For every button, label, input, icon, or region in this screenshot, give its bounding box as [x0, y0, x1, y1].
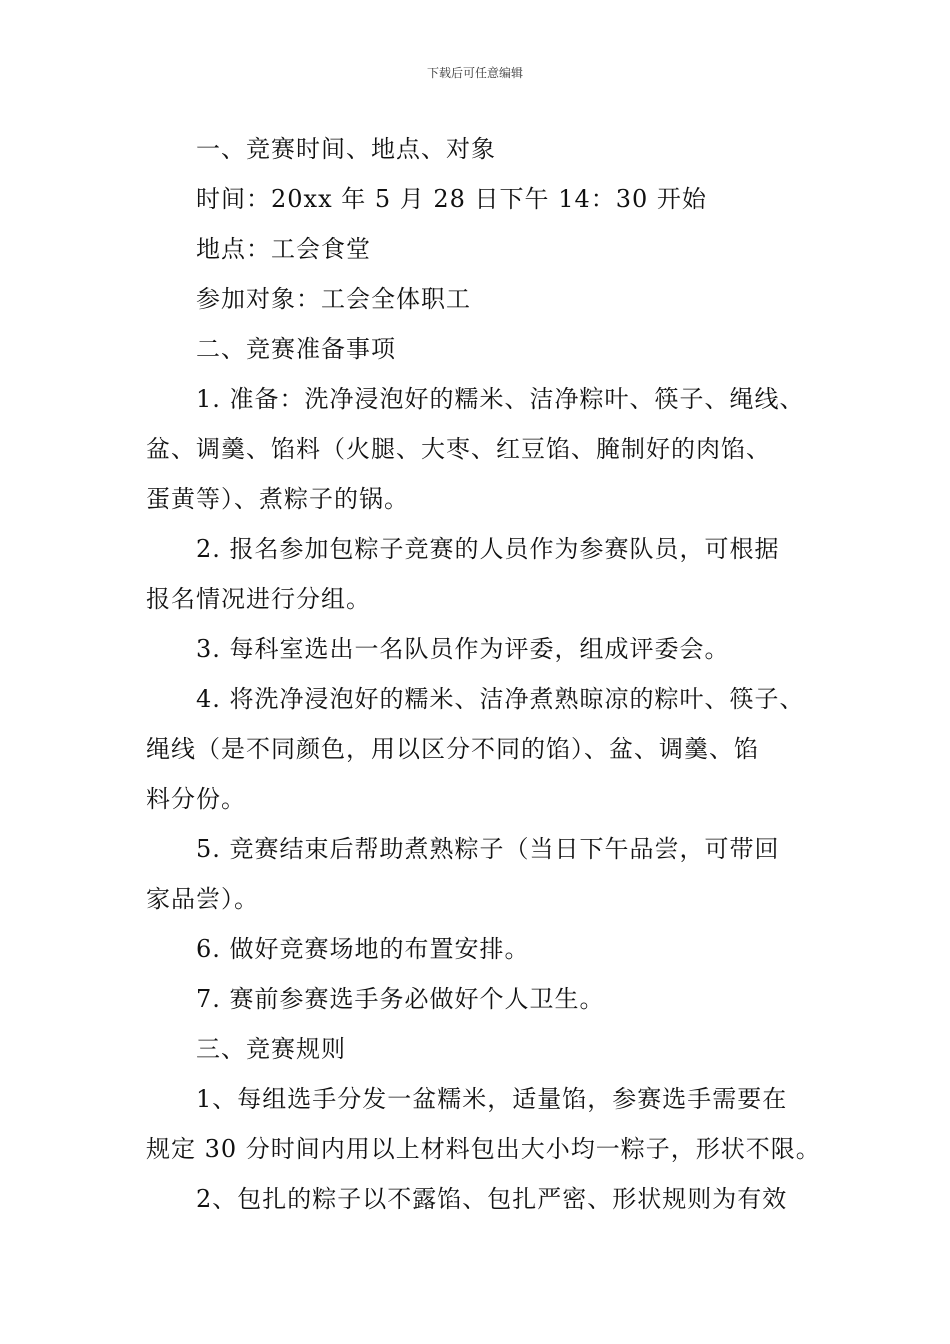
paragraph-line: 4. 将洗净浸泡好的糯米、洁净煮熟晾凉的粽叶、筷子、	[196, 685, 805, 713]
paragraph-line: 绳线（是不同颜色，用以区分不同的馅）、盆、调羹、馅	[146, 735, 759, 763]
paragraph-line: 2、包扎的粽子以不露馅、包扎严密、形状规则为有效	[196, 1185, 788, 1213]
paragraph-line: 1、每组选手分发一盆糯米，适量馅，参赛选手需要在	[196, 1085, 788, 1113]
paragraph-line: 时间：20xx 年 5 月 28 日下午 14：30 开始	[196, 185, 707, 213]
section-heading-3: 三、竞赛规则	[196, 1035, 346, 1063]
paragraph-line: 料分份。	[146, 785, 246, 813]
paragraph-line: 3. 每科室选出一名队员作为评委，组成评委会。	[196, 635, 730, 663]
page-header: 下载后可任意编辑	[426, 66, 523, 80]
section-heading-2: 二、竞赛准备事项	[196, 335, 396, 363]
paragraph-line: 6. 做好竞赛场地的布置安排。	[196, 935, 530, 963]
paragraph-line: 盆、调羹、馅料（火腿、大枣、红豆馅、腌制好的肉馅、	[146, 435, 771, 463]
section-heading-1: 一、竞赛时间、地点、对象	[196, 135, 496, 163]
paragraph-line: 2. 报名参加包粽子竞赛的人员作为参赛队员，可根据	[196, 535, 780, 563]
paragraph-line: 蛋黄等）、煮粽子的锅。	[146, 485, 409, 513]
paragraph-line: 7. 赛前参赛选手务必做好个人卫生。	[196, 985, 605, 1013]
paragraph-line: 1. 准备：洗净浸泡好的糯米、洁净粽叶、筷子、绳线、	[196, 385, 805, 413]
paragraph-line: 报名情况进行分组。	[146, 585, 371, 613]
paragraph-line: 规定 30 分时间内用以上材料包出大小均一粽子，形状不限。	[146, 1135, 821, 1163]
paragraph-line: 家品尝）。	[146, 885, 259, 913]
paragraph-line: 地点：工会食堂	[196, 235, 371, 263]
paragraph-line: 参加对象：工会全体职工	[196, 285, 471, 313]
paragraph-line: 5. 竞赛结束后帮助煮熟粽子（当日下午品尝，可带回	[196, 835, 780, 863]
